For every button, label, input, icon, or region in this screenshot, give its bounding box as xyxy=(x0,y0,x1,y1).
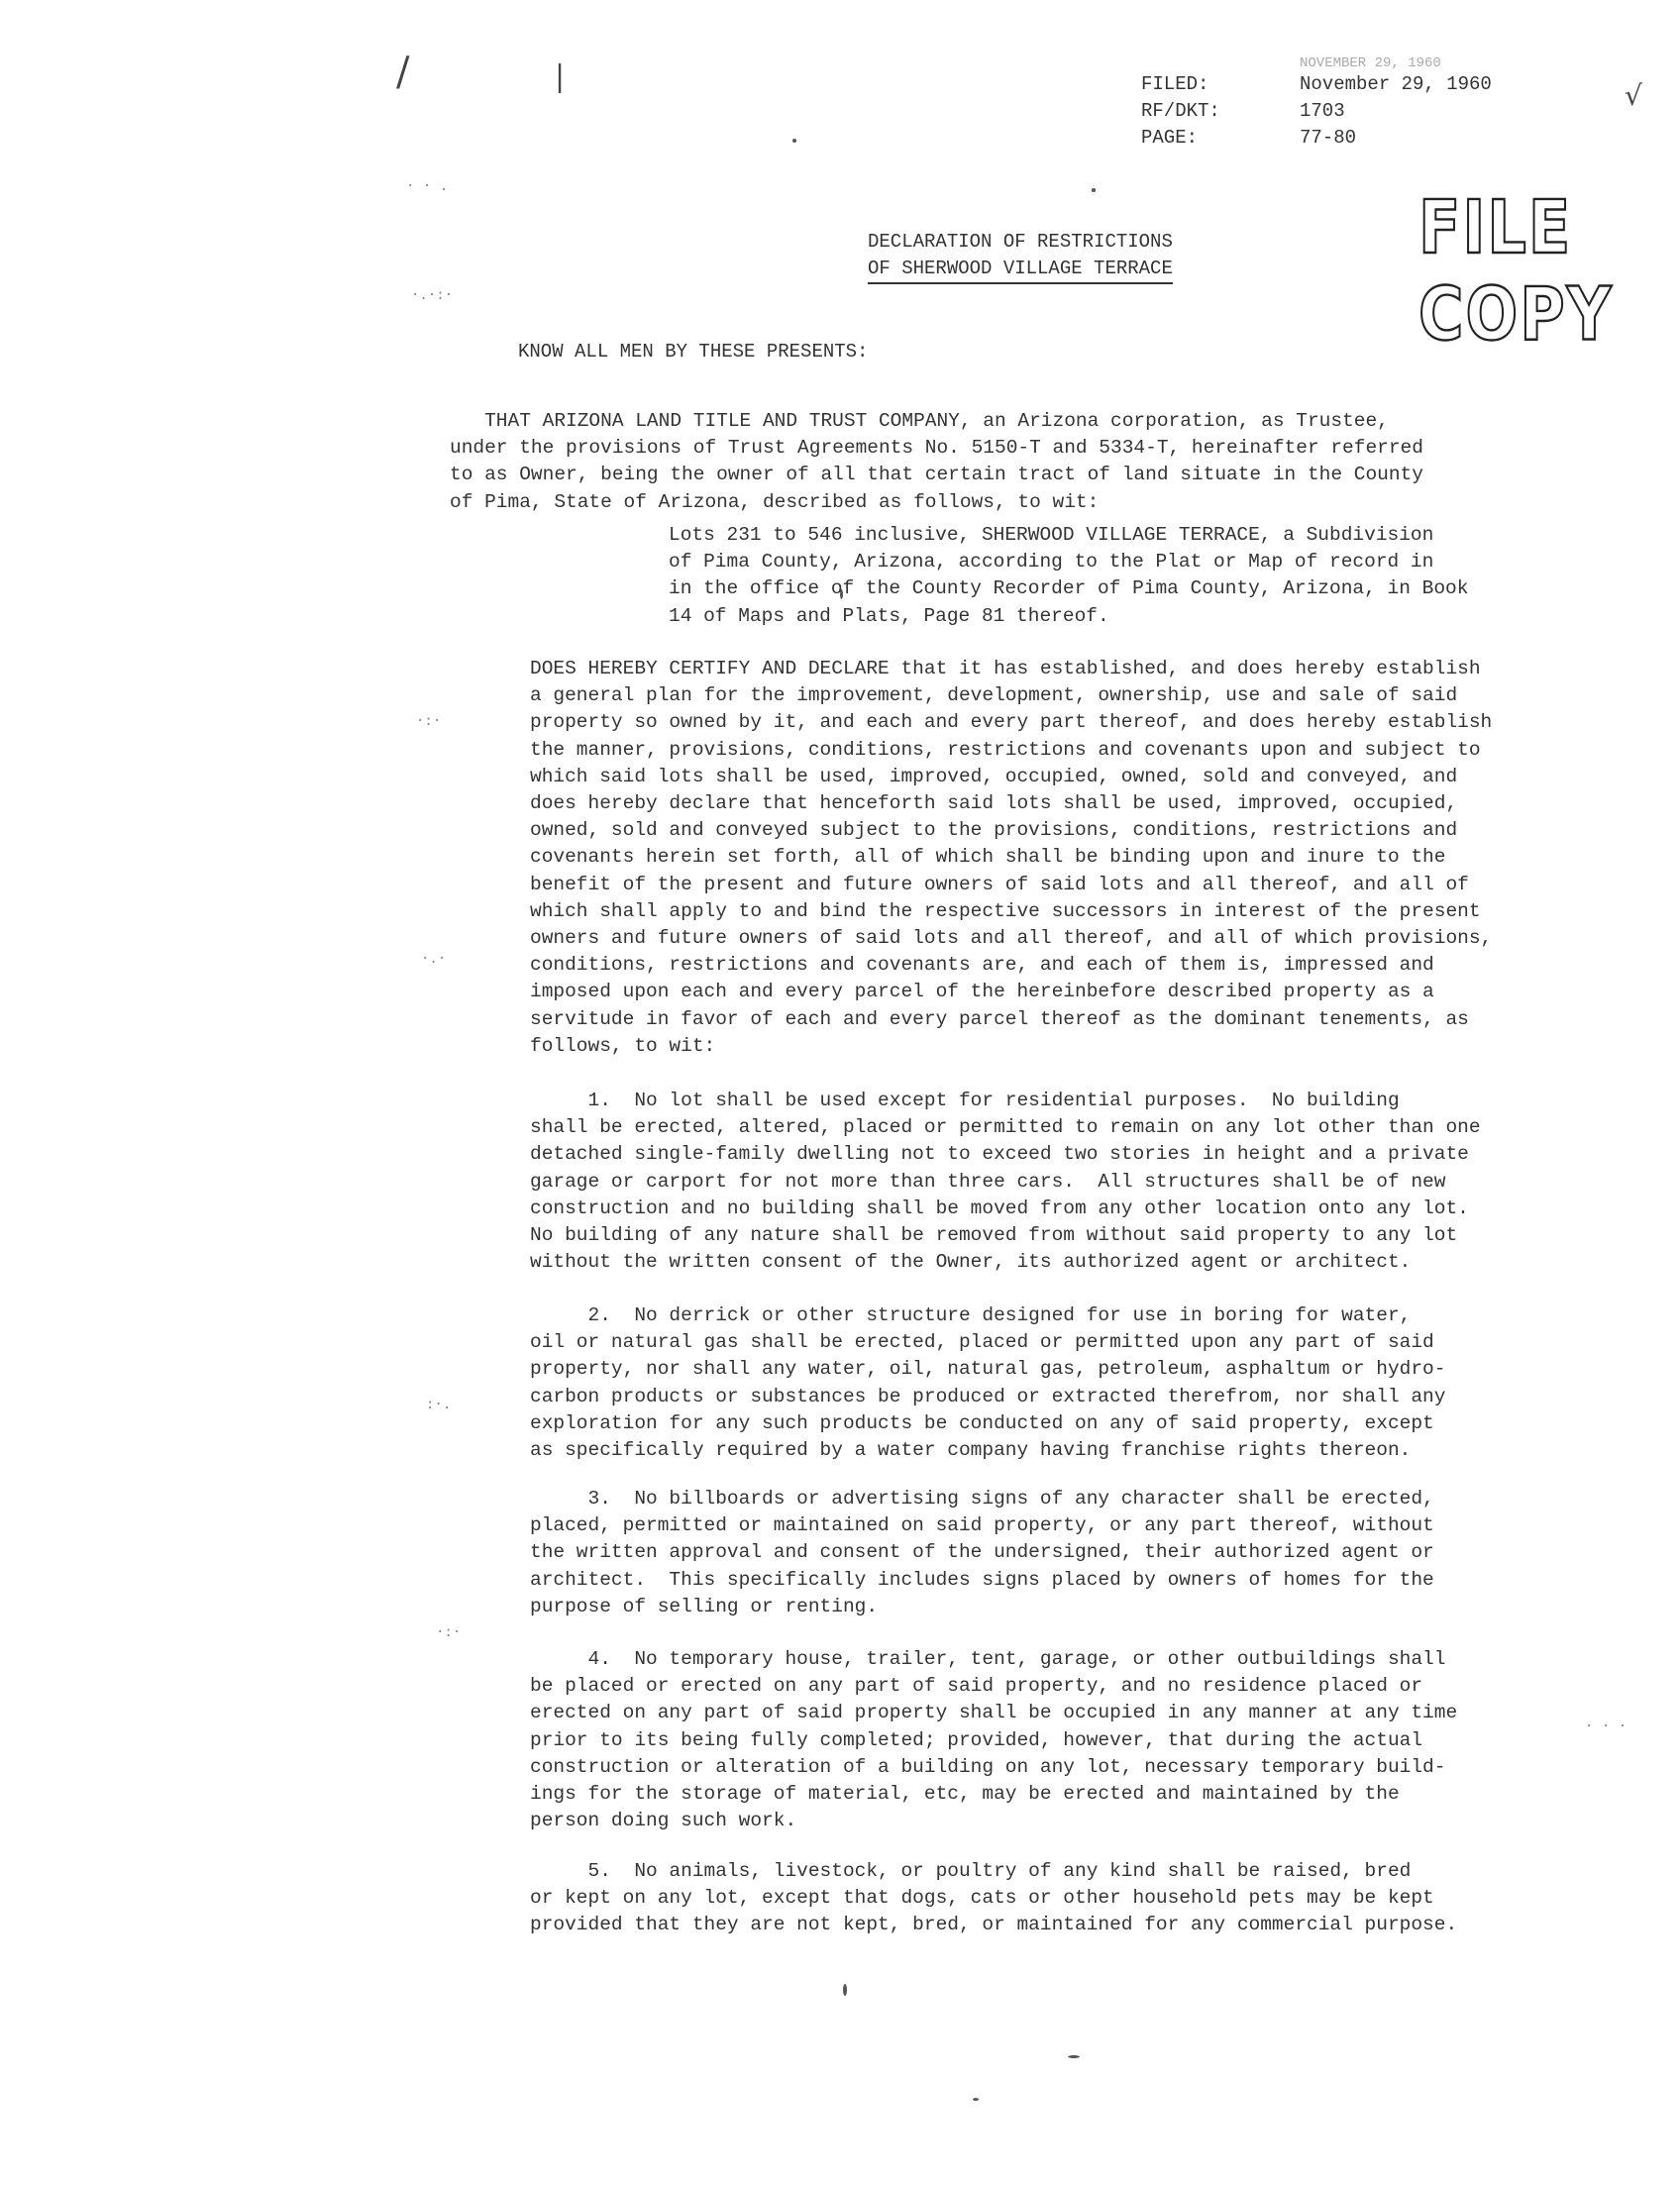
header-line0: NOVEMBER 29, 1960 xyxy=(1300,55,1441,71)
text-line: the manner, provisions, conditions, restrictions and covenants upon and subject to xyxy=(530,738,1481,761)
page-value: 77-80 xyxy=(1300,127,1357,149)
text-line: the written approval and consent of the undersigned, their authorized agent or xyxy=(530,1541,1434,1564)
ref-row xyxy=(1141,98,1492,125)
handwritten-check: √ xyxy=(1625,79,1642,112)
filed-value: November 29, 1960 xyxy=(1300,73,1492,95)
text-line: imposed upon each and every parcel of the hereinbefore described property as a xyxy=(530,981,1434,1003)
text-line: under the provisions of Trust Agreements No. 5150-T and 5334-T, hereinafter referred xyxy=(450,437,1423,460)
text-line: purpose of selling or renting. xyxy=(530,1595,879,1617)
text-line: without the written consent of the Owner, its authorized agent or architect. xyxy=(530,1251,1412,1274)
speck xyxy=(843,1984,847,1996)
text-line: construction or alteration of a building on any lot, necessary temporary build- xyxy=(530,1755,1446,1778)
page-label: PAGE: xyxy=(1141,127,1199,149)
text-line: placed, permitted or maintained on said property, or any part thereof, without xyxy=(530,1514,1434,1537)
text-line: follows, to wit: xyxy=(530,1034,716,1057)
text-line: 4. No temporary house, trailer, tent, garage, or other outbuildings shall xyxy=(530,1648,1446,1670)
restriction-item-2 xyxy=(530,1302,1445,1464)
text-line: 14 of Maps and Plats, Page 81 thereof. xyxy=(669,604,1109,627)
text-line: shall be erected, altered, placed or permitted to remain on any lot other than one xyxy=(530,1116,1481,1139)
speck xyxy=(1068,2055,1080,2058)
filed-row xyxy=(1141,71,1492,98)
legal-description xyxy=(669,522,1468,630)
margin-dots: :·. xyxy=(426,1397,452,1412)
text-line: detached single-family dwelling not to exceed two stories in height and a private xyxy=(530,1143,1469,1166)
file-copy-stamp: FILE COPY xyxy=(1418,183,1614,358)
filing-header xyxy=(1141,55,1492,152)
text-line: 2. No derrick or other structure designed for use in boring for water, xyxy=(530,1304,1412,1326)
text-line: benefit of the present and future owners of said lots and all thereof, and all of xyxy=(530,873,1469,895)
text-line: No building of any nature shall be removed from without said property to any lot xyxy=(530,1224,1458,1247)
text-line: be placed or erected on any part of said property, and no residence placed or xyxy=(530,1675,1423,1698)
margin-dots: · · . xyxy=(406,178,449,194)
text-line: prior to its being fully completed; provided, however, that during the actual xyxy=(530,1728,1423,1751)
text-line: property so owned by it, and each and every part thereof, and does hereby establish xyxy=(530,711,1493,734)
text-line: 1. No lot shall be used except for residential purposes. No building xyxy=(530,1090,1400,1111)
title-line1: DECLARATION OF RESTRICTIONS xyxy=(868,231,1173,253)
text-line: which shall apply to and bind the respective successors in interest of the present xyxy=(530,899,1481,922)
margin-dots: ·:· xyxy=(416,713,442,729)
speck xyxy=(1092,188,1096,192)
text-line: construction and no building shall be moved from any other location onto any lot. xyxy=(530,1197,1469,1219)
restriction-item-5 xyxy=(530,1858,1457,1939)
margin-dots: · · · xyxy=(1585,1718,1628,1734)
text-line: to as Owner, being the owner of all that certain tract of land situate in the County xyxy=(450,464,1423,486)
restriction-item-1 xyxy=(530,1088,1481,1276)
text-line: owned, sold and conveyed subject to the provisions, conditions, restrictions and xyxy=(530,819,1458,842)
text-line: a general plan for the improvement, development, ownership, use and sale of said xyxy=(530,684,1458,707)
margin-dots: ·.· xyxy=(421,951,447,967)
filed-label: FILED: xyxy=(1141,73,1209,95)
text-line: 3. No billboards or advertising signs of any character shall be erected, xyxy=(530,1488,1434,1510)
document-title xyxy=(868,229,1173,284)
handwritten-mark: / xyxy=(396,50,410,95)
margin-dots: ·:· xyxy=(436,1624,462,1640)
text-line: covenants herein set forth, all of which shall be binding upon and inure to the xyxy=(530,846,1446,869)
restriction-item-3 xyxy=(530,1486,1434,1620)
text-line: does hereby declare that henceforth said lots shall be used, improved, occupied, xyxy=(530,792,1458,815)
text-line: oil or natural gas shall be erected, placed or permitted upon any part of said xyxy=(530,1331,1434,1354)
paragraph-declaration xyxy=(530,656,1492,1060)
text-line: which said lots shall be used, improved, occupied, owned, sold and conveyed, and xyxy=(530,765,1458,787)
text-line: of Pima County, Arizona, according to the Plat or Map of record in xyxy=(669,551,1434,573)
text-line: architect. This specifically includes signs placed by owners of homes for the xyxy=(530,1568,1434,1591)
text-line: Lots 231 to 546 inclusive, SHERWOOD VILLAGE TERRACE, a Subdivision xyxy=(669,524,1434,546)
text-line: property, nor shall any water, oil, natural gas, petroleum, asphaltum or hydro- xyxy=(530,1358,1446,1381)
margin-dots: ·.·:· xyxy=(411,287,454,303)
text-line: DOES HEREBY CERTIFY AND DECLARE that it has established, and does hereby establish xyxy=(530,658,1481,679)
text-line: provided that they are not kept, bred, or maintained for any commercial purpose. xyxy=(530,1914,1458,1936)
text-line: garage or carport for not more than three cars. All structures shall be of new xyxy=(530,1170,1446,1193)
ref-label: RF/DKT: xyxy=(1141,100,1220,122)
text-line: THAT ARIZONA LAND TITLE AND TRUST COMPANY, an Arizona corporation, as Trustee, xyxy=(450,410,1389,432)
text-line: of Pima, State of Arizona, described as follows, to wit: xyxy=(450,490,1100,513)
text-line: servitude in favor of each and every parcel thereof as the dominant tenements, as xyxy=(530,1007,1469,1030)
ref-value: 1703 xyxy=(1300,100,1345,122)
speck xyxy=(792,139,796,143)
text-line: as specifically required by a water company having franchise rights thereon. xyxy=(530,1439,1412,1462)
text-line: conditions, restrictions and covenants are, and each of them is, impressed and xyxy=(530,954,1434,977)
text-line: in the office of the County Recorder of Pima County, Arizona, in Book xyxy=(669,577,1469,600)
intro-line: KNOW ALL MEN BY THESE PRESENTS: xyxy=(518,341,869,363)
restriction-item-4 xyxy=(530,1646,1457,1834)
handwritten-mark-2: | xyxy=(555,59,566,94)
text-line: or kept on any lot, except that dogs, cats or other household pets may be kept xyxy=(530,1887,1434,1910)
text-line: person doing such work. xyxy=(530,1810,797,1832)
paragraph-owner xyxy=(450,408,1423,516)
text-line: exploration for any such products be conducted on any of said property, except xyxy=(530,1411,1434,1434)
text-line: carbon products or substances be produced or extracted therefrom, nor shall any xyxy=(530,1385,1446,1407)
title-line2: OF SHERWOOD VILLAGE TERRACE xyxy=(868,256,1173,284)
text-line: 5. No animals, livestock, or poultry of any kind shall be raised, bred xyxy=(530,1860,1412,1882)
text-line: erected on any part of said property shall be occupied in any manner at any time xyxy=(530,1702,1458,1724)
page-row xyxy=(1141,125,1492,152)
text-line: owners and future owners of said lots and all thereof, and all of which provisions, xyxy=(530,927,1493,950)
speck xyxy=(973,2098,979,2101)
text-line: ings for the storage of material, etc, may be erected and maintained by the xyxy=(530,1783,1400,1806)
